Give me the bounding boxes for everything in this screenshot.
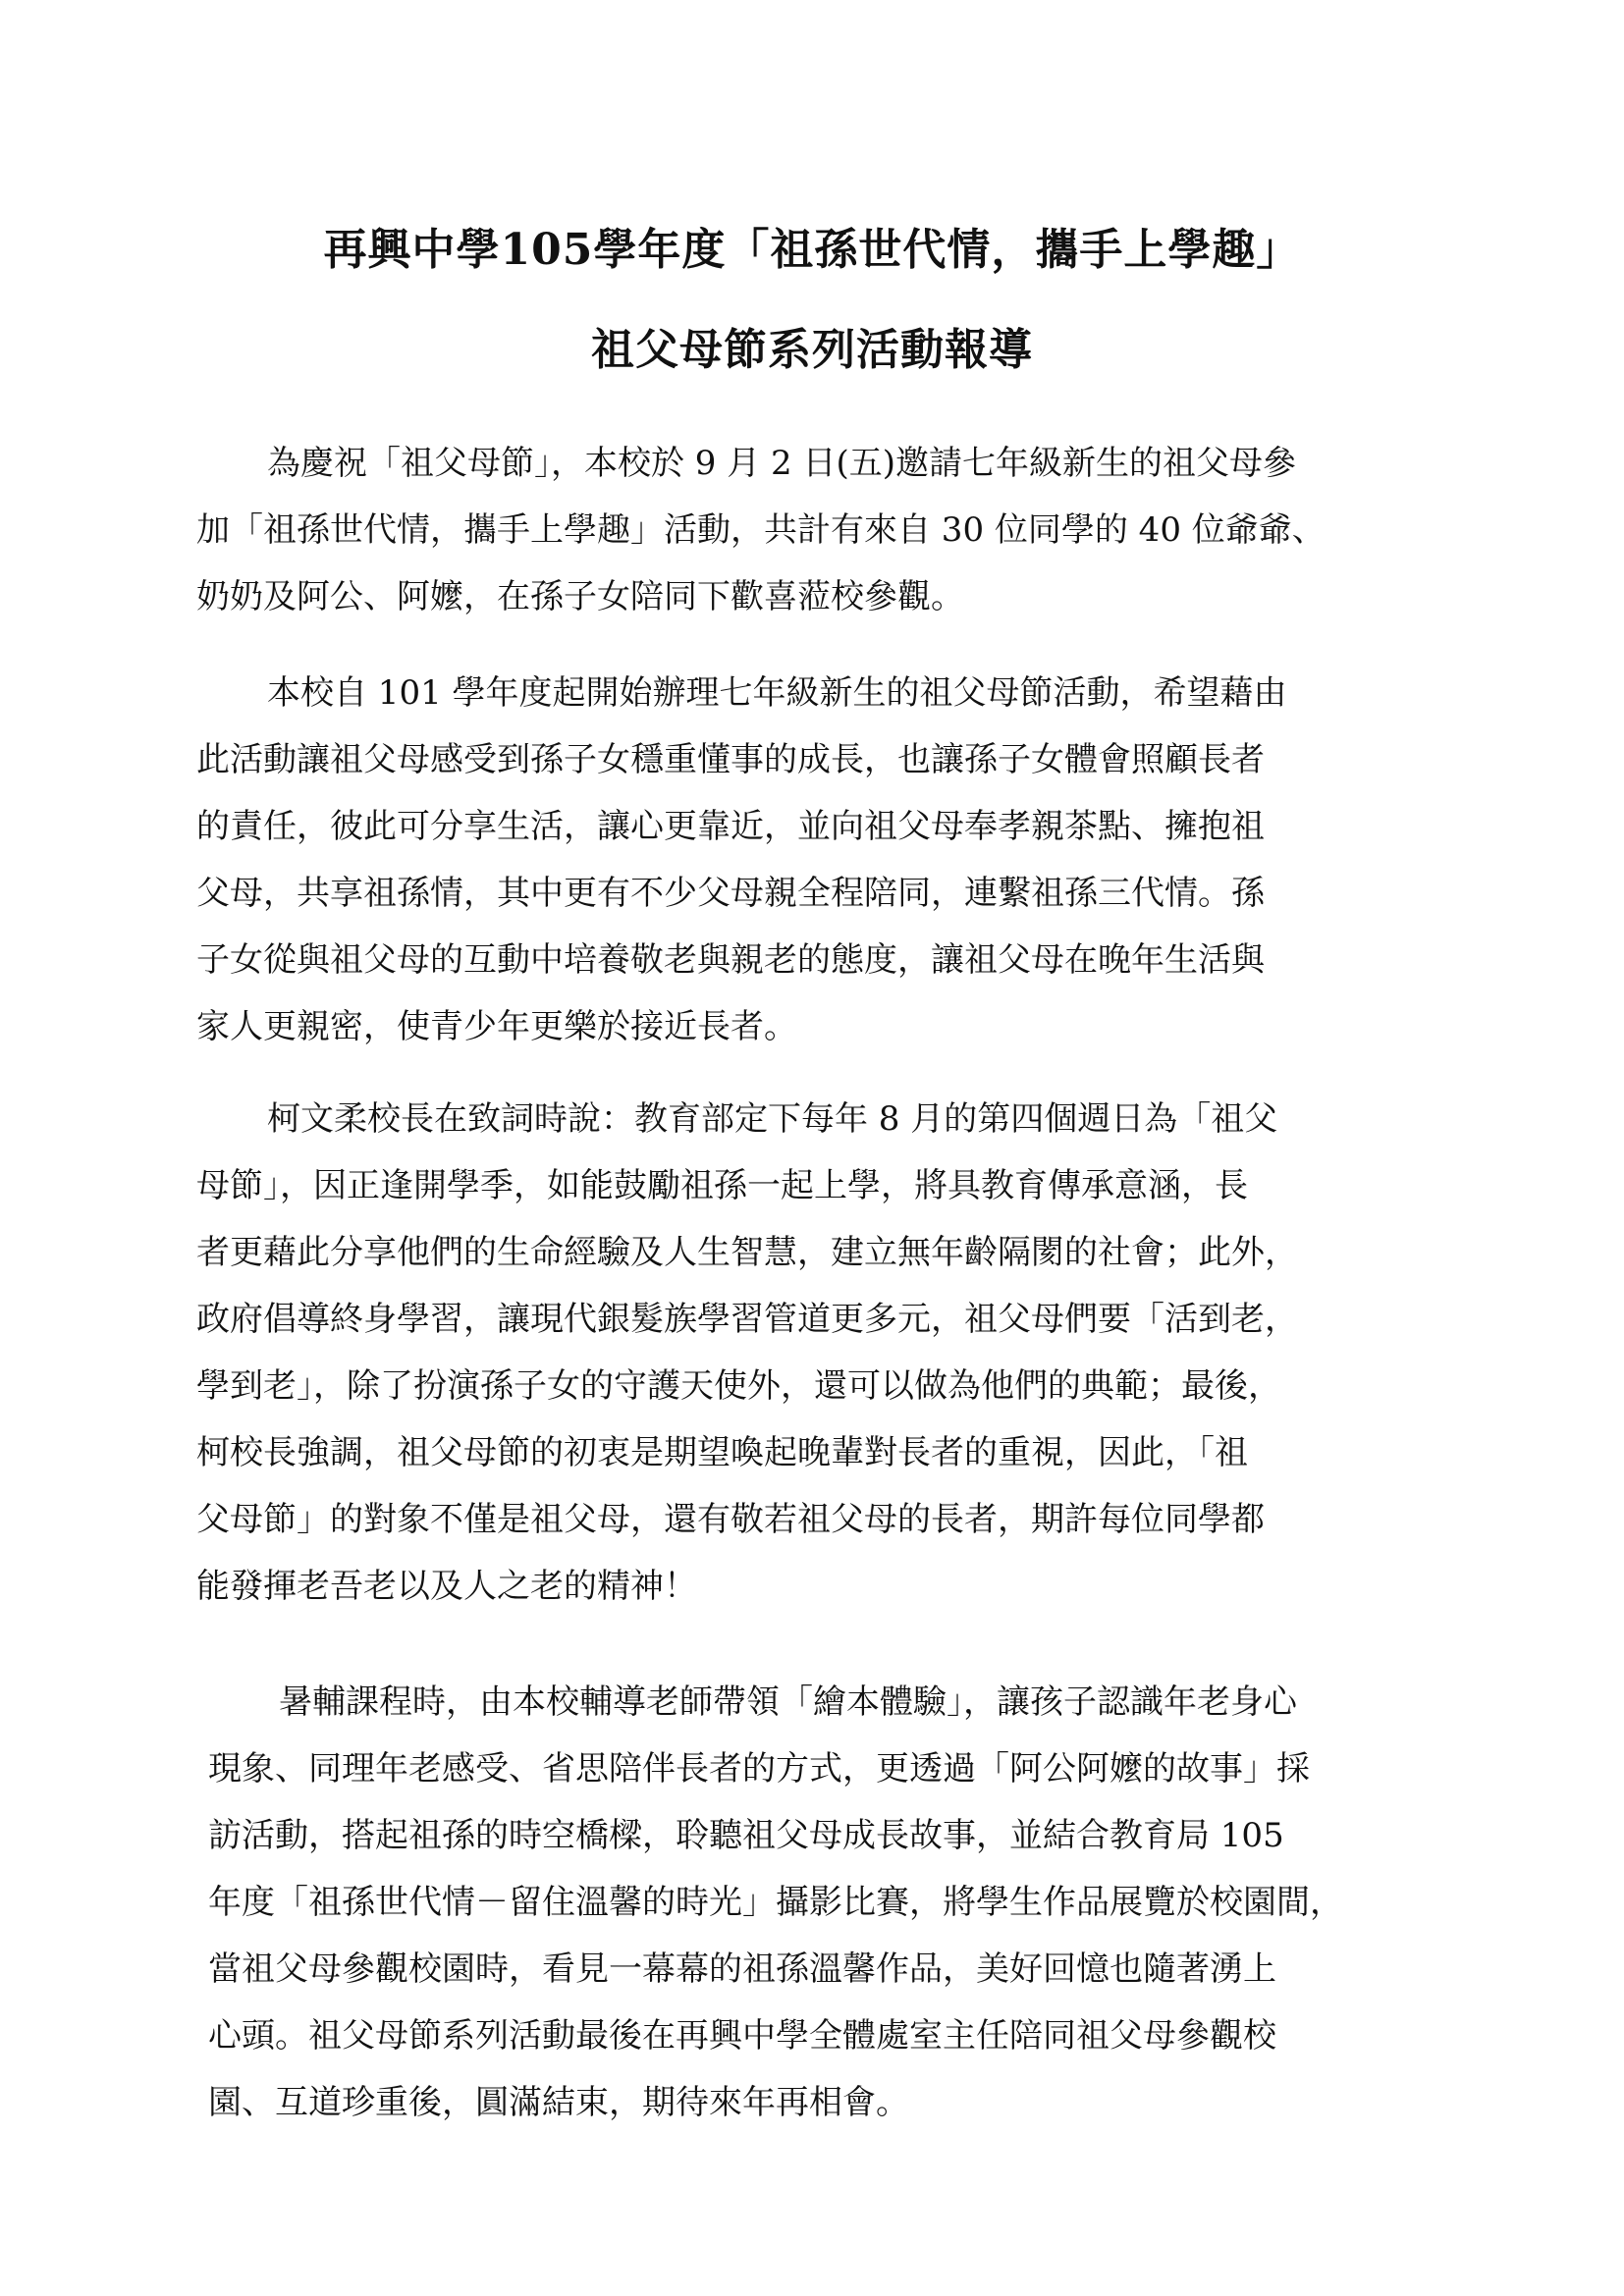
document-subtitle: 祖父母節系列活動報導 [591,325,1033,375]
paragraph-line: 此活動讓祖父母感受到孫子女穩重懂事的成長，也讓孫子女體會照顧長者 [196,740,1265,779]
paragraph-line: 父母，共享祖孫情，其中更有不少父母親全程陪同，連繫祖孫三代情。孫 [196,874,1265,913]
paragraph-line: 園、互道珍重後，圓滿結束，期待來年再相會。 [208,2083,909,2122]
paragraph-line: 奶奶及阿公、阿嬤，在孫子女陪同下歡喜蒞校參觀。 [196,577,964,616]
paragraph-line: 者更藉此分享他們的生命經驗及人生智慧，建立無年齡隔閡的社會；此外， [196,1233,1298,1272]
paragraph-1 [196,430,1443,630]
paragraph-4 [208,1669,1455,2136]
paragraph-line: 為慶祝「祖父母節」，本校於 9 月 2 日(五)邀請七年級新生的祖父母參 [267,444,1297,483]
paragraph-line: 訪活動，搭起祖孫的時空橋樑，聆聽祖父母成長故事，並結合教育局 105 [208,1816,1284,1855]
paragraph-3 [196,1086,1443,1620]
paragraph-line: 現象、同理年老感受、省思陪伴長者的方式，更透過「阿公阿嬤的故事」採 [208,1749,1310,1789]
paragraph-line: 加「祖孫世代情，攜手上學趣」活動，共計有來自 30 位同學的 40 位爺爺、 [196,510,1326,550]
paragraph-line: 的責任，彼此可分享生活，讓心更靠近，並向祖父母奉孝親茶點、擁抱祖 [196,807,1265,846]
document-title: 再興中學105學年度「祖孫世代情，攜手上學趣」 [323,225,1301,275]
paragraph-line: 柯校長強調，祖父母節的初衷是期望喚起晚輩對長者的重視，因此，「祖 [196,1433,1248,1472]
paragraph-line: 心頭。祖父母節系列活動最後在再興中學全體處室主任陪同祖父母參觀校 [208,2016,1276,2056]
paragraph-line: 子女從與祖父母的互動中培養敬老與親老的態度，讓祖父母在晚年生活與 [196,940,1265,980]
paragraph-line: 能發揮老吾老以及人之老的精神！ [196,1567,697,1606]
paragraph-line: 母節」，因正逢開學季，如能鼓勵祖孫一起上學，將具教育傳承意涵，長 [196,1166,1248,1205]
paragraph-line: 柯文柔校長在致詞時說：教育部定下每年 8 月的第四個週日為「祖父 [267,1099,1278,1139]
paragraph-line: 父母節」的對象不僅是祖父母，還有敬若祖父母的長者，期許每位同學都 [196,1500,1265,1539]
paragraph-line: 本校自 101 學年度起開始辦理七年級新生的祖父母節活動，希望藉由 [267,673,1287,713]
paragraph-line: 政府倡導終身學習，讓現代銀髮族學習管道更多元，祖父母們要「活到老， [196,1300,1298,1339]
paragraph-2 [196,660,1443,1060]
paragraph-line: 家人更親密，使青少年更樂於接近長者。 [196,1007,797,1046]
paragraph-line: 暑輔課程時，由本校輔導老師帶領「繪本體驗」，讓孩子認識年老身心 [279,1682,1297,1722]
paragraph-line: 當祖父母參觀校園時，看見一幕幕的祖孫溫馨作品，美好回憶也隨著湧上 [208,1949,1276,1989]
paragraph-line: 學到老」，除了扮演孫子女的守護天使外，還可以做為他們的典範；最後， [196,1366,1281,1406]
paragraph-line: 年度「祖孫世代情－留住溫馨的時光」攝影比賽，將學生作品展覽於校園間， [208,1883,1343,1922]
